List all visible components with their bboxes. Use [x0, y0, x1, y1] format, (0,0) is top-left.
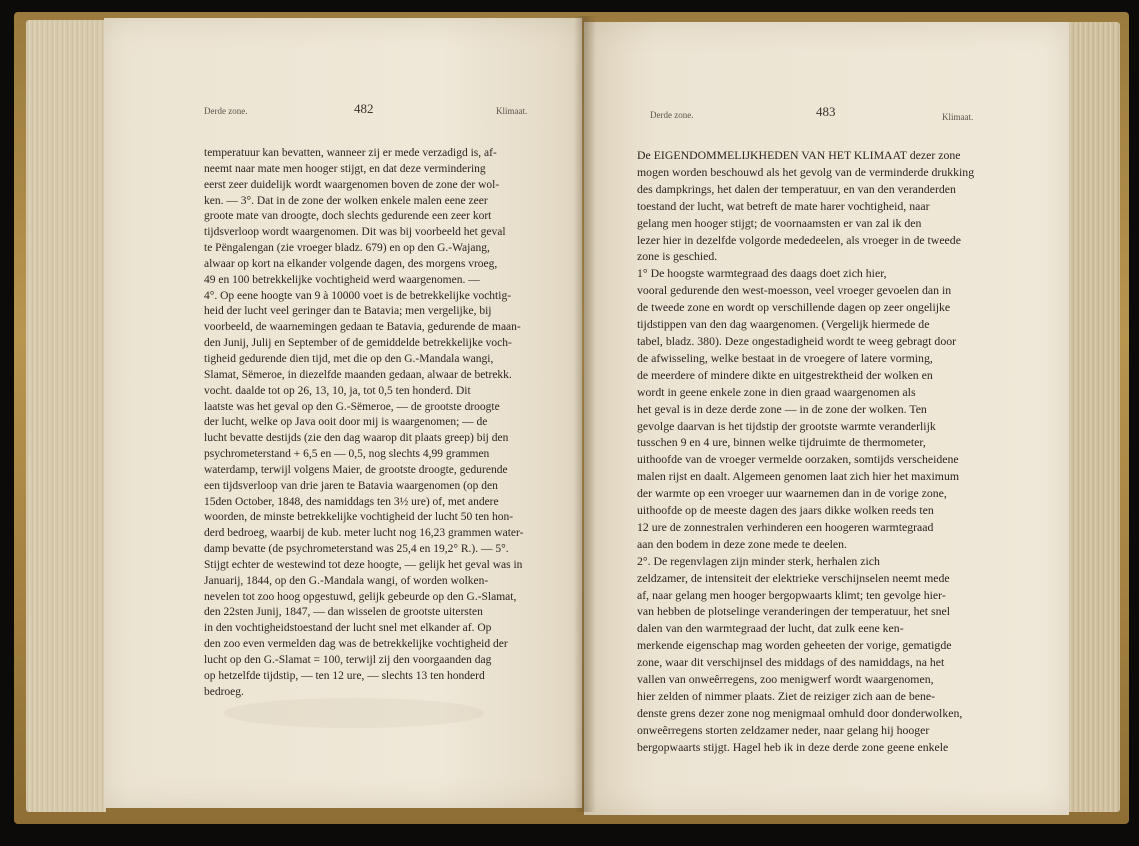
text-line: tabel, bladz. 380). Deze ongestadigheid wordt te weeg gebragt door	[637, 333, 957, 348]
text-line: des dampkrings, het dalen der temperatuur, en van den veranderden	[637, 181, 956, 196]
text-line: af, naar gelang men hooger bergopwaarts klimt; ten gevolge hier-	[637, 587, 946, 602]
text-line: heid der lucht veel geringer dan te Batavia; men vergelijke, bij	[204, 305, 492, 318]
text-line: zone is geschied.	[637, 249, 718, 264]
book-gutter	[574, 16, 596, 812]
text-line: merkende eigenschap mag worden geheeten der vorige, gematigde	[637, 638, 952, 653]
text-line: den zoo even vermelden dag was de betrekkelijke vochtigheid der	[204, 638, 508, 651]
text-line: lucht op den G.-Slamat = 100, terwijl zij den voorgaanden dag	[204, 654, 492, 666]
text-line: nevelen tot zoo hoog opgestuwd, gelijk gebeurde op den G.-Slamat,	[204, 590, 517, 603]
text-line: bergopwaarts stijgt. Hagel heb ik in deze derde zone geene enkele	[637, 739, 949, 754]
text-line: het geval is in deze derde zone — in de zone der wolken. Ten	[637, 401, 927, 416]
left-body-text	[204, 146, 537, 701]
text-line: 1° De hoogste warmtegraad des daags doet zich hier,	[637, 266, 887, 281]
right-running-head: Derde zone.	[650, 110, 694, 120]
text-line: op hetzelfde tijdstip, — ten 12 ure, — slechts 13 ten honderd	[204, 669, 485, 682]
text-line: neemt naar mate men hooger stijgt, en dat deze vermindering	[204, 162, 486, 175]
page-stain	[224, 698, 484, 728]
text-line: gevolge daarvan is het tijdstip der grootste warmte veranderlijk	[637, 418, 936, 433]
text-line: te Pëngalengan (zie vroeger bladz. 679) en op den G.-Wajang,	[204, 242, 490, 255]
text-line: malen rijst en daalt. Algemeen genomen laat zich hier het maximum	[637, 469, 960, 484]
text-line: van hebben de plotselinge veranderingen der temperatuur, het snel	[637, 604, 951, 619]
text-line: de tweede zone en wordt op verschillende dagen op zeer ongelijke	[637, 300, 951, 315]
text-line: uithoofde op de meeste dagen des jaars dikke wolken reeds ten	[637, 503, 934, 518]
right-page-edges	[1062, 22, 1120, 812]
text-line: de meerdere of mindere dikte en uitgestrektheid der wolken en	[637, 367, 933, 382]
text-line: waterdamp, terwijl volgens Maier, de grootste droogte, gedurende	[204, 463, 508, 476]
text-line: wordt in geene enkele zone in dien graad waargenomen als	[637, 384, 916, 399]
text-line: gelang men hooger stijgt; de voornaamsten er van zal ik den	[637, 215, 922, 230]
right-running-head-right: Klimaat.	[942, 112, 974, 122]
text-line: zeldzamer, de intensiteit der elektrieke verschijnselen neemt mede	[637, 570, 950, 585]
right-page	[584, 22, 1069, 815]
text-line: eerst zeer duidelijk wordt waargenomen boven de zone der wol-	[204, 178, 500, 191]
text-line: hier zelden of nimmer plaats. Ziet de reiziger zich aan de bene-	[637, 689, 936, 703]
right-body-text	[637, 147, 989, 756]
text-line: tijdstippen van den dag waargenomen. (Vergelijk hiermede de	[637, 317, 930, 332]
left-running-head-right: Klimaat.	[496, 106, 528, 116]
text-line: 15den October, 1848, des namiddags ten 3½ ure) of, met andere	[204, 495, 499, 508]
text-line: lucht bevatte destijds (zie den dag waarop dit plaats greep) bij den	[204, 432, 509, 445]
text-line: denste grens dezer zone nog menigmaal omhuld door donderwolken,	[637, 705, 963, 720]
text-line: temperatuur kan bevatten, wanneer zij er mede verzadigd is, af-	[204, 147, 497, 159]
text-line: uithoofde van de vroeger vermelde oorzaken, somtijds verscheidene	[637, 452, 959, 467]
text-line: der warmte op een vroeger uur waarnemen dan in de vorige zone,	[637, 486, 947, 501]
text-line: Slamat, Sëmeroe, in diezelfde maanden gedaan, alwaar de betrekk.	[204, 368, 512, 381]
text-line: damp bevatte (de psychrometerstand was 25,4 en 19,2° R.). — 5°.	[204, 543, 509, 556]
text-line: zone, waar dit verschijnsel des middags of des namiddags, na het	[637, 655, 945, 670]
left-page-edges	[26, 20, 106, 812]
text-line: 4°. Op eene hoogte van 9 à 10000 voet is de betrekkelijke vochtig-	[204, 289, 512, 302]
text-line: psychrometerstand + 6,5 en — 0,5, nog slechts 4,99 grammen	[204, 448, 490, 461]
text-line: den 22sten Junij, 1847, — dan wisselen de grootste uitersten	[204, 606, 483, 619]
text-line: aan den bodem in deze zone mede te deelen.	[637, 536, 847, 551]
left-page	[104, 18, 582, 808]
text-line: onweêrregens storten zeldzamer neder, naar gelang hij hooger	[637, 722, 930, 737]
text-line: 2°. De regenvlagen zijn minder sterk, herhalen zich	[637, 553, 880, 568]
text-line: vocht. daalde tot op 26, 13, 10, ja, tot 0,5 ten honderd. Dit	[204, 384, 471, 397]
text-line: alwaar op kort na elkander volgende dagen, des morgens vroeg,	[204, 257, 498, 270]
text-line: toestand der lucht, wat betreft de mate harer vochtigheid, naar	[637, 198, 930, 213]
left-page-number: 482	[354, 101, 374, 116]
text-line: vallen van onweêrregens, zoo menigwerf wordt waargenomen,	[637, 672, 934, 687]
text-line: voorbeeld, de waarnemingen gedaan te Batavia, gedurende de maan-	[204, 321, 521, 334]
text-line: 12 ure de zonnestralen verhinderen een hoogeren warmtegraad	[637, 519, 934, 534]
left-running-head: Derde zone.	[204, 106, 248, 116]
text-line: een tijdsverloop van drie jaren te Batavia waargenomen (op den	[204, 479, 498, 492]
right-page-number: 483	[816, 104, 836, 119]
text-line: woorden, de minste betrekkelijke vochtigheid der lucht 50 ten hon-	[204, 511, 514, 524]
text-line: tusschen 9 en 4 ure, binnen welke tijdruimte de thermometer,	[637, 435, 926, 450]
text-line: der lucht, welke op Java ooit door mij is waargenomen; — de	[204, 416, 488, 429]
text-line: tigheid gedurende dien tijd, met die op den G.-Mandala wangi,	[204, 352, 494, 365]
text-line: groote mate van droogte, doch slechts gedurende een zeer kort	[204, 210, 492, 223]
text-line: tijdsverloop wordt waargenomen. Dit was bij voorbeeld het geval	[204, 226, 506, 239]
text-line: mogen worden beschouwd als het gevolg van de verminderde drukking	[637, 164, 975, 179]
text-line: Stijgt echter de westewind tot deze hoogte, — gelijk het geval was in	[204, 558, 523, 571]
text-line: lezer hier in dezelfde volgorde mededeelen, als vroeger in de tweede	[637, 232, 961, 247]
text-line: laatste was het geval op den G.-Sëmeroe, — de grootste droogte	[204, 400, 500, 413]
text-line: in den vochtigheidstoestand der lucht snel met elkander af. Op	[204, 622, 492, 635]
text-line: vooral gedurende den west-moesson, veel vroeger gevoelen dan in	[637, 283, 952, 298]
text-line: De EIGENDOMMELIJKHEDEN VAN HET KLIMAAT dezer zone	[637, 148, 961, 162]
text-line: den Junij, Julij en September of de gemiddelde betrekkelijke voch-	[204, 337, 512, 350]
text-line: dalen van den warmtegraad der lucht, dat zulk eene ken-	[637, 621, 904, 636]
text-line: derd bedroeg, waarbij de kub. meter lucht nog 16,23 grammen water-	[204, 527, 524, 540]
text-line: bedroeg.	[204, 685, 244, 698]
text-line: Januarij, 1844, op den G.-Mandala wangi, of worden wolken-	[204, 574, 489, 587]
text-line: ken. — 3°. Dat in de zone der wolken enkele malen eene zeer	[204, 194, 488, 207]
text-line: 49 en 100 betrekkelijke vochtigheid werd waargenomen. —	[204, 273, 480, 286]
text-line: de afwisseling, welke bestaat in de vroegere of latere vorming,	[637, 350, 933, 365]
